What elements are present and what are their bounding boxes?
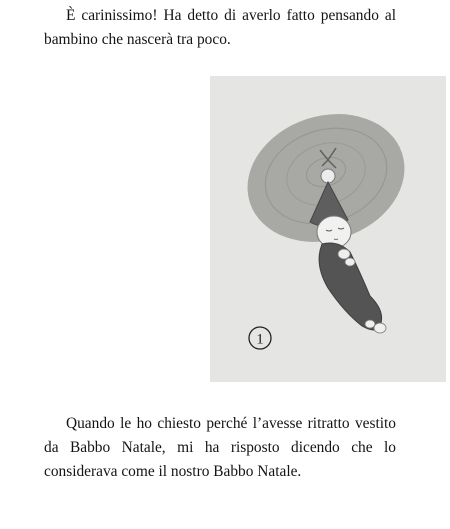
pompom-shape xyxy=(321,169,335,183)
paragraph-intro: È carinissimo! Ha detto di averlo fatto pensando al bambino che nascerà tra poco. xyxy=(44,7,396,48)
figure-number-label: 1 xyxy=(256,331,264,348)
baby-santa-drawing xyxy=(210,76,446,382)
paragraph-answer: Quando le ho chiesto perché l’avesse ritratto vestito da Babbo Natale, mi ha risposto dicendo che lo considerava come il nostro Babbo Natale. xyxy=(44,415,396,480)
illustration-figure xyxy=(210,76,446,382)
